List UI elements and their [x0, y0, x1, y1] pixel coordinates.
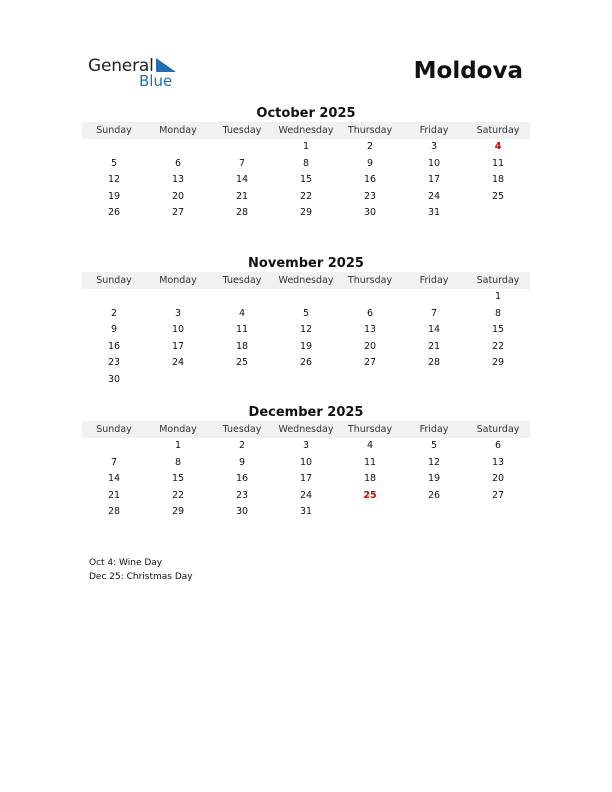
day-cell: 8	[302, 157, 310, 169]
day-cell: 28	[107, 506, 121, 518]
week-row	[82, 205, 530, 222]
day-cell: 30	[107, 373, 121, 385]
day-cell	[210, 289, 274, 306]
weekday-header	[82, 421, 530, 438]
day-cell	[274, 289, 338, 306]
week-row	[82, 355, 530, 372]
day-cell: 22	[491, 340, 505, 352]
day-cell: 6	[494, 440, 502, 451]
day-cell: 25	[491, 190, 505, 202]
weekday-label: Saturday	[476, 275, 520, 286]
weekday-label: Monday	[159, 125, 197, 136]
month-december	[82, 404, 530, 521]
month-november	[82, 255, 530, 389]
day-cell: 21	[235, 190, 249, 202]
holiday-notes	[89, 556, 193, 584]
day-cell: 12	[427, 456, 441, 468]
weekday-label: Saturday	[476, 424, 520, 435]
week-row	[82, 322, 530, 339]
day-cell: 27	[491, 489, 505, 501]
day-cell: 20	[363, 340, 377, 352]
day-cell: 20	[491, 473, 505, 485]
day-cell: 5	[430, 440, 438, 451]
day-cell: 9	[110, 324, 118, 336]
day-cell: 17	[427, 174, 441, 186]
day-cell: 31	[299, 506, 313, 518]
weekday-label: Saturday	[476, 125, 520, 136]
month-title: December 2025	[248, 405, 364, 420]
day-cell	[402, 504, 466, 521]
day-cell	[466, 205, 530, 222]
day-cell: 1	[302, 141, 310, 152]
day-cell: 30	[363, 207, 377, 219]
weekday-label: Thursday	[347, 125, 393, 136]
day-cell: 27	[363, 357, 377, 369]
day-cell	[146, 289, 210, 306]
holiday-note: Dec 25: Christmas Day	[89, 572, 193, 582]
logo-blue-text: Blue	[139, 72, 173, 90]
day-cell: 13	[363, 324, 377, 336]
day-cell: 7	[238, 157, 246, 169]
day-cell: 29	[171, 506, 185, 518]
day-cell: 23	[235, 489, 249, 501]
day-cell: 15	[299, 174, 313, 186]
week-row	[82, 156, 530, 173]
day-cell: 28	[427, 357, 441, 369]
day-cell: 2	[366, 141, 374, 152]
day-cell: 9	[366, 157, 374, 169]
week-row	[82, 488, 530, 505]
weekday-label: Tuesday	[222, 125, 262, 136]
day-cell: 13	[171, 174, 185, 186]
day-cell	[146, 139, 210, 156]
holiday-day-cell: 25	[363, 489, 377, 501]
day-cell: 17	[299, 473, 313, 485]
generalblue-logo	[88, 56, 188, 92]
day-cell: 24	[427, 190, 441, 202]
day-cell: 9	[238, 456, 246, 468]
day-cell: 28	[235, 207, 249, 219]
week-row	[82, 438, 530, 455]
day-cell	[274, 372, 338, 389]
day-cell: 26	[299, 357, 313, 369]
day-cell: 13	[491, 456, 505, 468]
day-cell: 26	[107, 207, 121, 219]
day-cell: 8	[174, 456, 182, 468]
month-title: November 2025	[248, 256, 364, 271]
weekday-label: Monday	[159, 424, 197, 435]
day-cell	[82, 139, 146, 156]
day-cell	[338, 504, 402, 521]
weekday-label: Wednesday	[278, 424, 334, 435]
day-cell: 1	[494, 291, 502, 302]
week-row	[82, 504, 530, 521]
day-cell: 2	[110, 307, 118, 319]
day-cell: 29	[299, 207, 313, 219]
day-cell: 11	[235, 324, 249, 336]
day-cell: 24	[299, 489, 313, 501]
day-cell	[402, 289, 466, 306]
week-row	[82, 289, 530, 306]
weekday-label: Friday	[419, 275, 449, 286]
day-cell: 30	[235, 506, 249, 518]
day-cell: 12	[299, 324, 313, 336]
day-cell: 11	[363, 456, 377, 468]
day-cell: 16	[363, 174, 377, 186]
day-cell: 10	[427, 157, 441, 169]
day-cell	[146, 372, 210, 389]
holiday-day-cell: 4	[494, 141, 502, 152]
day-cell: 21	[427, 340, 441, 352]
logo-general-text: General	[88, 56, 154, 76]
weekday-label: Tuesday	[222, 275, 262, 286]
day-cell: 3	[302, 440, 310, 451]
day-cell: 19	[299, 340, 313, 352]
day-cell: 18	[491, 174, 505, 186]
day-cell: 8	[494, 307, 502, 319]
day-cell: 19	[107, 190, 121, 202]
day-cell: 14	[107, 473, 121, 485]
day-cell: 23	[107, 357, 121, 369]
weekday-label: Friday	[419, 125, 449, 136]
month-title: October 2025	[256, 106, 356, 121]
day-cell: 3	[430, 141, 438, 152]
day-cell: 10	[299, 456, 313, 468]
weekday-label: Sunday	[96, 125, 132, 136]
holiday-note: Oct 4: Wine Day	[89, 558, 163, 568]
day-cell	[82, 289, 146, 306]
weekday-label: Thursday	[347, 275, 393, 286]
day-cell: 31	[427, 207, 441, 219]
day-cell: 15	[171, 473, 185, 485]
weekday-header	[82, 272, 530, 289]
week-row	[82, 339, 530, 356]
day-cell: 25	[235, 357, 249, 369]
day-cell: 14	[235, 174, 249, 186]
weekday-label: Monday	[159, 275, 197, 286]
day-cell: 29	[491, 357, 505, 369]
day-cell: 4	[238, 307, 246, 319]
weekday-label: Sunday	[96, 275, 132, 286]
day-cell: 6	[174, 157, 182, 169]
day-cell: 20	[171, 190, 185, 202]
day-cell: 3	[174, 307, 182, 319]
day-cell: 17	[171, 340, 185, 352]
day-cell: 23	[363, 190, 377, 202]
day-cell: 6	[366, 307, 374, 319]
day-cell	[210, 372, 274, 389]
country-title: Moldova	[413, 58, 523, 84]
day-cell: 27	[171, 207, 185, 219]
week-row	[82, 172, 530, 189]
weekday-header	[82, 122, 530, 139]
day-cell: 26	[427, 489, 441, 501]
day-cell: 11	[491, 157, 505, 169]
day-cell	[338, 372, 402, 389]
week-row	[82, 139, 530, 156]
logo-triangle-icon	[156, 58, 176, 72]
day-cell: 5	[110, 157, 118, 169]
day-cell: 18	[363, 473, 377, 485]
day-cell	[466, 504, 530, 521]
day-cell: 21	[107, 489, 121, 501]
day-cell	[82, 438, 146, 455]
week-row	[82, 306, 530, 323]
day-cell: 14	[427, 324, 441, 336]
day-cell: 22	[171, 489, 185, 501]
weekday-label: Tuesday	[222, 424, 262, 435]
weekday-label: Thursday	[347, 424, 393, 435]
day-cell: 7	[110, 456, 118, 468]
day-cell: 4	[366, 440, 374, 451]
day-cell	[402, 372, 466, 389]
day-cell: 16	[235, 473, 249, 485]
day-cell: 1	[174, 440, 182, 451]
weekday-label: Wednesday	[278, 275, 334, 286]
day-cell: 12	[107, 174, 121, 186]
day-cell: 15	[491, 324, 505, 336]
day-cell	[210, 139, 274, 156]
day-cell: 24	[171, 357, 185, 369]
weekday-label: Sunday	[96, 424, 132, 435]
week-row	[82, 455, 530, 472]
day-cell: 16	[107, 340, 121, 352]
day-cell: 22	[299, 190, 313, 202]
day-cell: 5	[302, 307, 310, 319]
week-row	[82, 471, 530, 488]
day-cell: 18	[235, 340, 249, 352]
week-row	[82, 189, 530, 206]
week-row	[82, 372, 530, 389]
weekday-label: Friday	[419, 424, 449, 435]
month-october	[82, 105, 530, 222]
day-cell	[338, 289, 402, 306]
day-cell: 7	[430, 307, 438, 319]
day-cell: 19	[427, 473, 441, 485]
day-cell: 10	[171, 324, 185, 336]
day-cell: 2	[238, 440, 246, 451]
day-cell	[466, 372, 530, 389]
weekday-label: Wednesday	[278, 125, 334, 136]
